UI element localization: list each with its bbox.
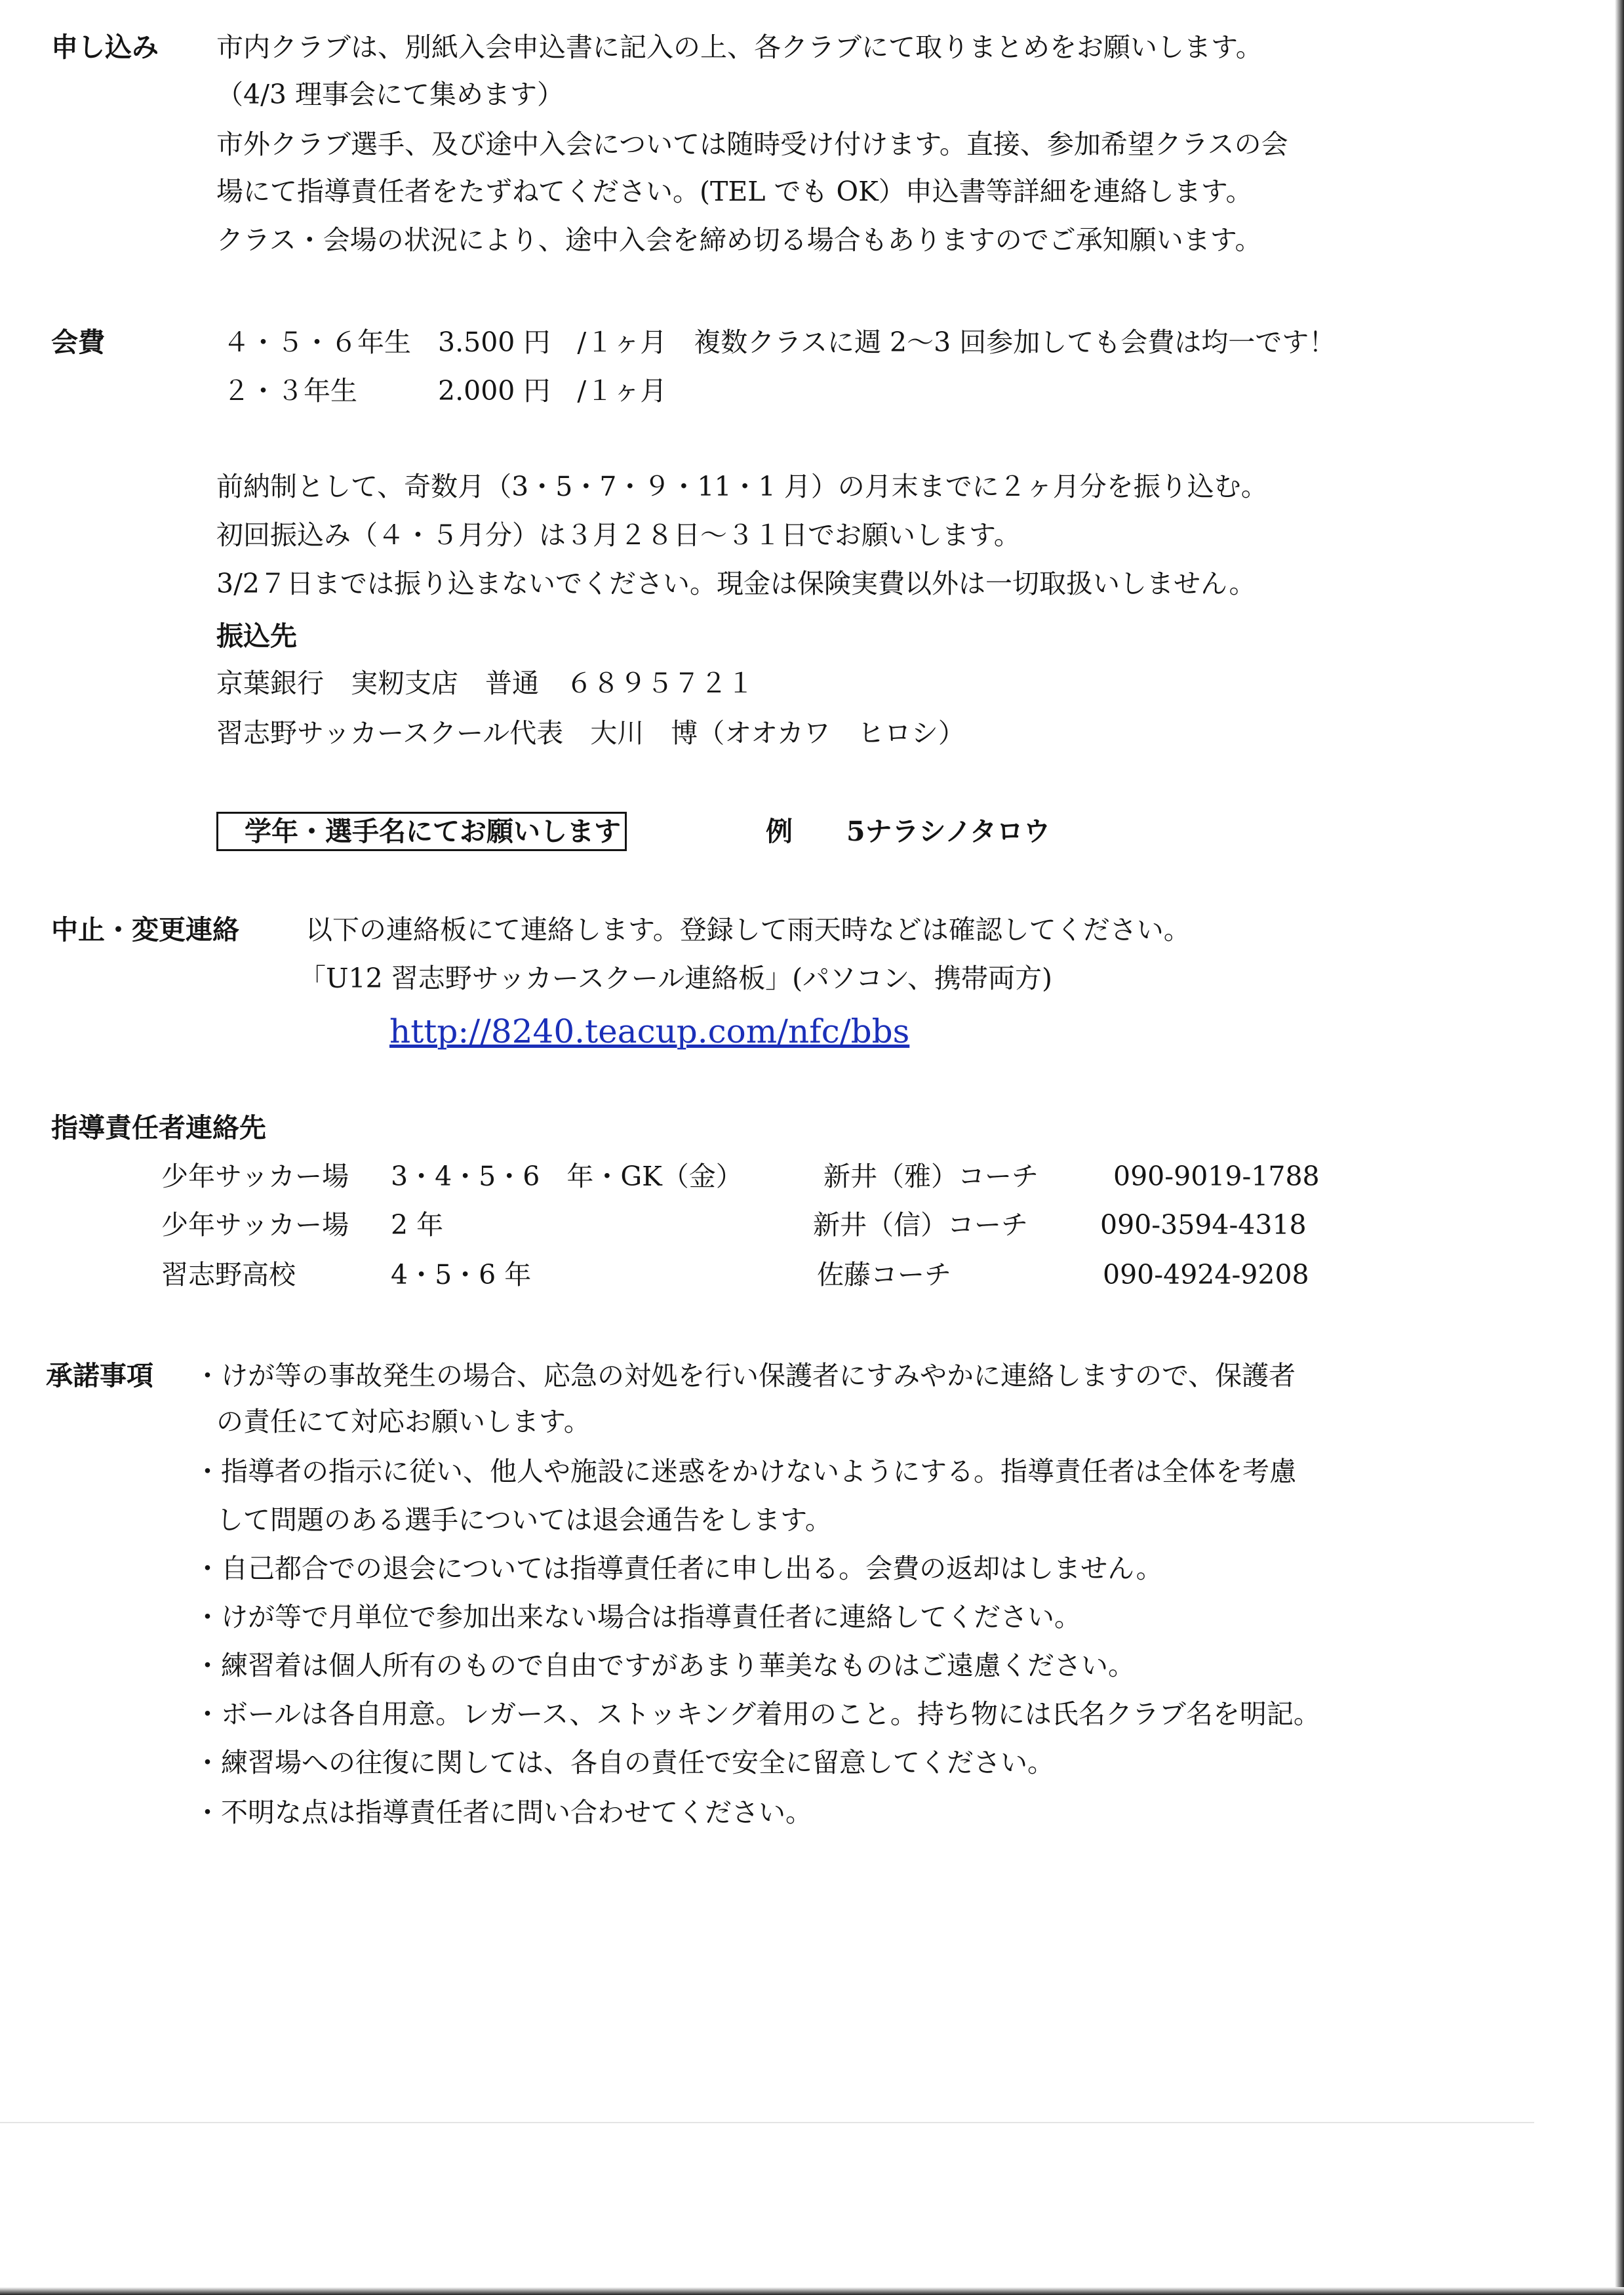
fee-line: 3/2７日までは振り込まないでください。現金は保険実費以外は一切取扱いしません。 [216,568,1256,599]
fee-line: ４・５・６年生 3.500 円 /１ヶ月 複数クラスに週 2～3 回参加しても会費は均一です！ [223,327,1336,358]
fee-heading: 会費 [51,327,105,358]
contact-coach: 佐藤コーチ [817,1259,951,1290]
apply-line: （4/3 理事会にて集めます） [216,79,564,110]
consent-item: して問題のある選手については退会通告をします。 [216,1504,832,1536]
contact-phone: 090-3594-4318 [1100,1209,1307,1241]
contact-phone: 090-4924-9208 [1103,1259,1309,1290]
contacts-heading: 指導責任者連絡先 [51,1112,266,1144]
consent-item: ・練習着は個人所有のもので自由ですがあまり華美なものはご遠慮ください。 [194,1650,1135,1681]
scan-fold-line [0,2122,1534,2123]
contact-grade: 2 年 [391,1209,444,1241]
consent-item: ・練習場への往復に関しては、各自の責任で安全に留意してください。 [194,1747,1054,1778]
contact-grade: 3・4・5・6 年・GK（金） [391,1161,743,1192]
fee-line: 初回振込み（４・５月分）は３月２８日～３１日でお願いします。 [216,519,1021,551]
contact-phone: 090-9019-1788 [1113,1161,1320,1192]
consent-heading: 承諾事項 [46,1360,153,1391]
bank-account: 京葉銀行 実籾支店 普通 ６８９５７２１ [216,668,754,699]
contact-venue: 少年サッカー場 [161,1209,349,1241]
transfer-note-box: 学年・選手名にてお願いします [216,812,627,851]
apply-line: 市内クラブは、別紙入会申込書に記入の上、各クラブにて取りまとめをお願いします。 [216,31,1263,63]
notice-line: 「U12 習志野サッカースクール連絡板」(パソコン、携帯両方) [299,963,1052,994]
consent-item: ・けが等の事故発生の場合、応急の対処を行い保護者にすみやかに連絡しますので、保護者 [194,1360,1296,1391]
contact-coach: 新井（雅）コーチ [823,1161,1039,1192]
consent-item: ・けが等で月単位で参加出来ない場合は指導責任者に連絡してください。 [194,1601,1081,1633]
transfer-example: 例 5ナラシノタロウ [766,816,1051,847]
bbs-link[interactable]: http://8240.teacup.com/nfc/bbs [389,1012,910,1050]
notice-heading: 中止・変更連絡 [51,914,239,946]
fee-line: 前納制として、奇数月（3・5・7・９・11・1 月）の月末までに２ヶ月分を振り込む。 [216,471,1268,502]
notice-line: 以下の連絡板にて連絡します。登録して雨天時などは確認してください。 [306,914,1191,946]
scan-edge-bottom [0,2287,1624,2295]
contact-venue: 習志野高校 [161,1259,296,1290]
consent-item: ・自己都合での退会については指導責任者に申し出る。会費の返却はしません。 [194,1553,1163,1584]
apply-line: 市外クラブ選手、及び途中入会については随時受け付けます。直接、参加希望クラスの会 [216,129,1288,160]
account-name: 習志野サッカースクール代表 大川 博（オオカワ ヒロシ） [216,717,965,749]
contact-grade: 4・5・6 年 [391,1259,532,1290]
consent-item: ・ボールは各自用意。レガース、ストッキング着用のこと。持ち物には氏名クラブ名を明記。 [194,1698,1320,1730]
scan-edge-right [1615,0,1624,2295]
consent-item: ・指導者の指示に従い、他人や施設に迷惑をかけないようにする。指導責任者は全体を考慮 [194,1456,1296,1487]
contact-coach: 新井（信）コーチ [813,1209,1028,1241]
transfer-heading: 振込先 [216,620,297,652]
apply-heading: 申し込み [51,31,159,63]
apply-line: 場にて指導責任者をたずねてください。(TEL でも OK）申込書等詳細を連絡します。 [216,176,1253,207]
fee-line: ２・３年生 2.000 円 /１ヶ月 [223,375,667,407]
consent-item: ・不明な点は指導責任者に問い合わせてください。 [194,1797,812,1828]
consent-item: の責任にて対応お願いします。 [216,1406,591,1437]
apply-line: クラス・会場の状況により、途中入会を締め切る場合もありますのでご承知願います。 [216,224,1262,256]
contact-venue: 少年サッカー場 [161,1161,349,1192]
